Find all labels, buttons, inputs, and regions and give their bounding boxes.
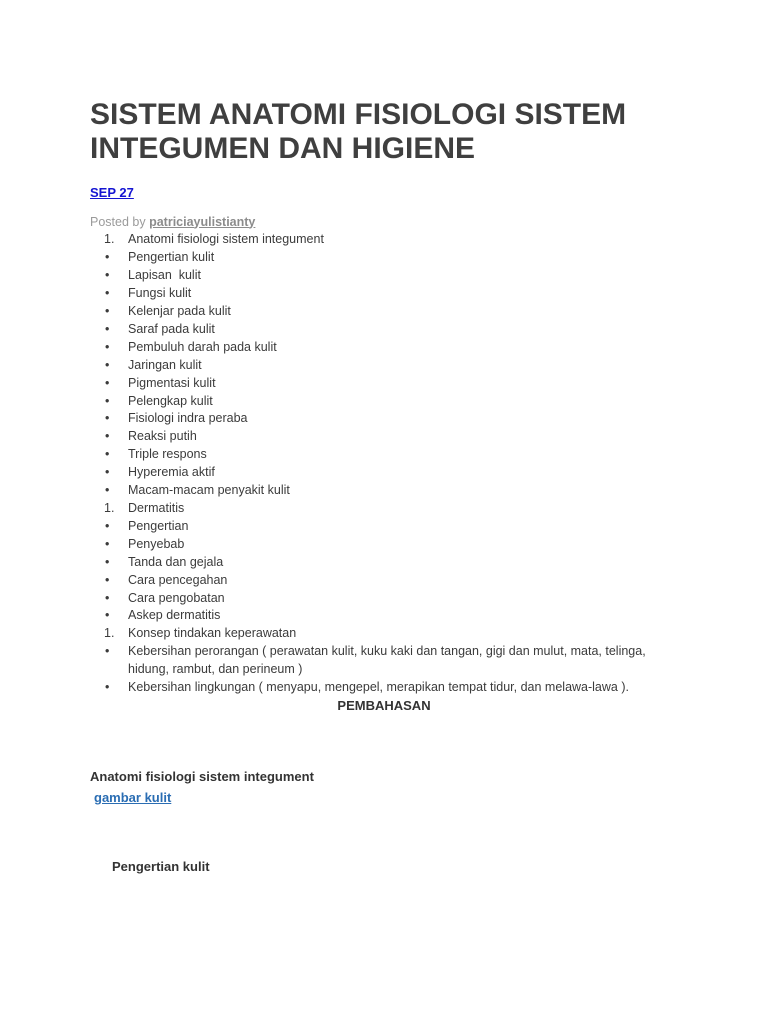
bullet-marker: • [105,483,110,498]
list-item [90,607,678,625]
list-number-marker: 1. [104,626,115,641]
image-link[interactable]: gambar kulit [94,790,172,805]
list-item-text: Lapisan kulit [128,268,201,283]
bullet-marker: • [105,644,110,659]
section-subheading: Pengertian kulit [112,859,210,874]
list-item [90,303,678,321]
bullet-marker: • [105,339,110,354]
list-item-text: Kebersihan perorangan ( perawatan kulit, kuku kaki dan tangan, gigi dan mulut, mata, telinga, hidung, rambut, dan perineum ) [128,644,650,677]
list-item [90,357,678,375]
bullet-marker: • [105,411,110,426]
list-item-text: Tanda dan gejala [128,554,224,569]
list-item-text: Konsep tindakan keperawatan [128,626,297,641]
bullet-marker: • [105,447,110,462]
outline-list [90,231,678,697]
bullet-marker: • [105,518,110,533]
author-link[interactable]: patriciayulistianty [149,214,256,229]
list-item-text: Anatomi fisiologi sistem integument [128,232,324,247]
list-item [90,482,678,500]
list-item [90,339,678,357]
bullet-marker: • [105,572,110,587]
list-item-text: Pembuluh darah pada kulit [128,339,277,354]
list-item [90,625,678,643]
list-item [90,321,678,339]
list-item-text: Macam-macam penyakit kulit [128,483,290,498]
list-item-text: Cara pengobatan [128,590,225,605]
bullet-marker: • [105,357,110,372]
list-item-text: Cara pencegahan [128,572,228,587]
list-item-text: Penyebab [128,536,185,551]
list-item-text: Jaringan kulit [128,357,202,372]
list-item [90,536,678,554]
bullet-marker: • [105,375,110,390]
discussion-heading: PEMBAHASAN [337,697,431,713]
list-item-text: Fungsi kulit [128,286,192,301]
list-item-text: Dermatitis [128,501,185,515]
list-item [90,679,678,697]
post-title: SISTEM ANATOMI FISIOLOGI SISTEM INTEGUMEN DAN HIGIENE [90,98,627,165]
list-item [90,500,678,518]
bullet-marker: • [105,680,110,695]
list-item-text: Fisiologi indra peraba [128,411,248,426]
list-item [90,410,678,428]
list-item [90,518,678,536]
bullet-marker: • [105,321,110,336]
bullet-marker: • [105,286,110,301]
bullet-marker: • [105,250,110,265]
list-number-marker: 1. [104,232,115,247]
list-item [90,375,678,393]
bullet-marker: • [105,304,110,319]
list-item-text: Reaksi putih [128,429,197,444]
list-item-text: Kelenjar pada kulit [128,304,231,319]
post-date-link[interactable]: SEP 27 [90,185,134,200]
list-item [90,393,678,411]
list-item-text: Pengertian kulit [128,250,215,265]
list-item [90,590,678,608]
bullet-marker: • [105,465,110,480]
list-item-text: Hyperemia aktif [128,465,215,480]
list-item [90,446,678,464]
list-item [90,285,678,303]
list-item-text: Triple respons [128,447,207,462]
bullet-marker: • [105,536,110,551]
list-number-marker: 1. [104,501,115,515]
list-item-text: Pelengkap kulit [128,393,213,408]
bullet-marker: • [105,554,110,569]
section-title: Anatomi fisiologi sistem integument [90,769,314,784]
list-item-text: Pigmentasi kulit [128,375,216,390]
list-item-text: Pengertian [128,518,189,533]
list-item [90,572,678,590]
list-item [90,267,678,285]
byline [90,214,678,232]
bullet-marker: • [105,393,110,408]
list-item [90,428,678,446]
list-item [90,643,678,679]
list-item-text: Askep dermatitis [128,608,221,623]
bullet-marker: • [105,268,110,283]
list-item [90,464,678,482]
list-item [90,554,678,572]
list-item [90,249,678,267]
bullet-marker: • [105,608,110,623]
posted-by-label: Posted by [90,214,146,229]
bullet-marker: • [105,590,110,605]
list-item-text: Saraf pada kulit [128,321,215,336]
bullet-marker: • [105,429,110,444]
list-item-text: Kebersihan lingkungan ( menyapu, mengepel, merapikan tempat tidur, dan melawa-lawa ). [128,680,629,695]
list-item [90,231,678,249]
post-body [90,214,678,715]
